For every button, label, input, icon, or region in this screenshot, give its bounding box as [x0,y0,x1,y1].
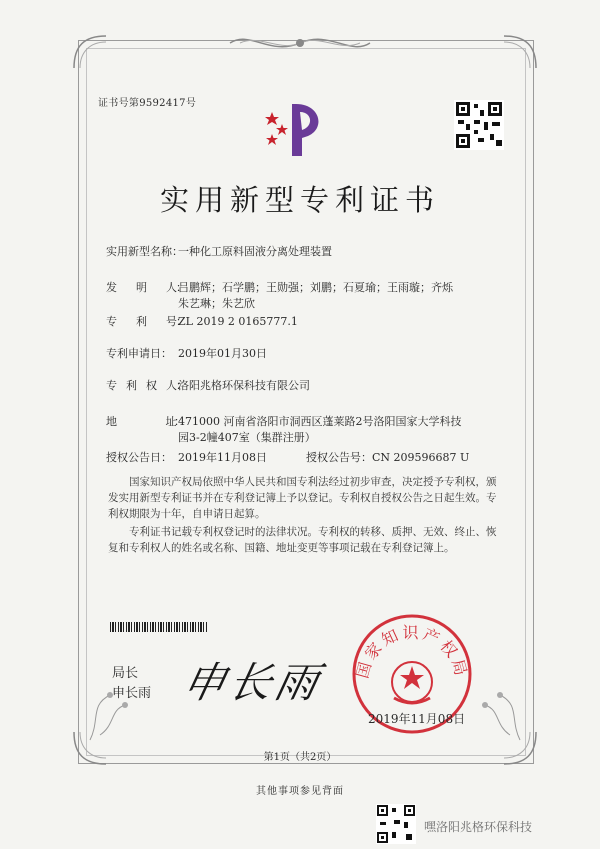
page-number: 第1页（共2页） [263,752,337,763]
barcode [110,622,208,632]
filing-date-value: 2019年01月30日 [178,347,267,360]
qr-code [454,100,504,150]
grant-date-value: 2019年11月08日 [178,451,267,464]
announcement-number-value: CN 209596687 U [372,451,470,464]
design-name-value: 一种化工原料固液分离处理装置 [178,245,332,258]
filing-date-label: 专利申请日： [106,347,172,360]
inventor-value: 吕鹏辉；石学鹏；王勋强；刘鹏；石夏瑜；王雨璇；齐烁 [178,281,453,294]
cnipa-logo [262,98,332,162]
announcement-number-label: 授权公告号： [306,451,372,464]
address-label: 地 址： [106,415,183,428]
certificate-title: 实用新型专利证书 [159,183,440,217]
patent-number-value: ZL 2019 2 0165777.1 [178,315,298,328]
patentee-value: 洛阳兆格环保科技有限公司 [178,379,310,392]
director-name: 申长雨 [112,686,152,701]
seal-date: 2019年11月08日 [368,712,466,726]
inventor-value-2: 朱艺琳；朱艺欣 [178,297,255,310]
address-value: 471000 河南省洛阳市洞西区蓬莱路2号洛阳国家大学科技 [178,415,462,428]
footer-note: 其他事项参见背面 [256,786,344,797]
address-value-2: 园3-2幢407室（集群注册） [178,431,316,444]
patent-number-label: 专 利 号： [106,315,186,328]
qr-code-bottom [376,804,416,844]
design-name-label: 实用新型名称： [106,245,183,258]
grant-statement: 国家知识产权局依照中华人民共和国专利法经过初步审查，决定授予专利权，颁发实用新型专利证书并在专利登记簿上予以登记。专利权自授权公告之日起生效。专利权期限为十年，自申请日起算。 [108,476,497,520]
corner-ornament-tr [500,32,540,72]
watermark-text: 嘿洛阳兆格环保科技 [424,820,533,834]
top-ornament [220,30,380,56]
director-title: 局长 [112,666,139,681]
inventor-label: 发 明 人： [106,281,186,294]
director-signature: 申长雨 [178,658,327,707]
certificate-number: 证书号第9592417号 [98,98,197,109]
patentee-label: 专 利 权 人： [106,379,186,392]
seal-text: 国家知识产权局 [352,623,472,681]
grant-date-label: 授权公告日： [106,451,172,464]
floral-ornament-right [470,680,530,750]
corner-ornament-tl [70,32,110,72]
legal-status-statement: 专利证书记载专利权登记时的法律状况。专利权的转移、质押、无效、终止、恢复和专利权人的姓名或名称、国籍、地址变更等事项记载在专利登记簿上。 [108,526,497,554]
